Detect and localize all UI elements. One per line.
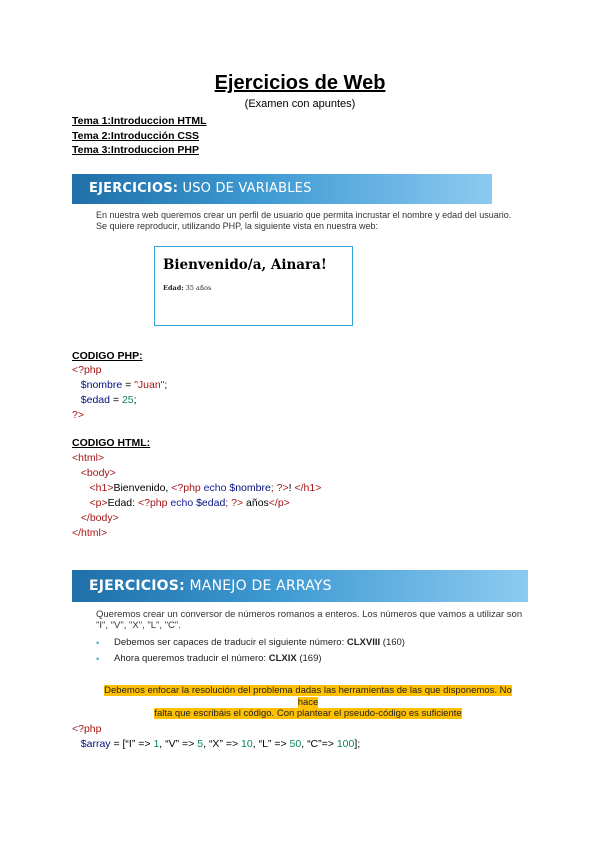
code-token: 5 <box>197 738 204 750</box>
topic-item: Tema 1:Introduccion HTML <box>72 115 207 127</box>
banner-bold: EJERCICIOS: <box>89 578 185 594</box>
code-token: , <box>159 738 166 750</box>
roman-numeral: CLXVIII <box>346 637 381 648</box>
topic-item: Tema 3:Introduccion PHP <box>72 144 199 156</box>
code-token: ; <box>164 379 168 391</box>
code-token: => <box>179 738 198 750</box>
code-token: => <box>135 738 154 750</box>
code-token: </h1> <box>294 482 322 494</box>
section-banner-arrays <box>72 570 528 602</box>
section1-description <box>96 210 511 232</box>
code-token: echo <box>200 482 230 494</box>
code-token: 50 <box>289 738 302 750</box>
list-item-text: Ahora queremos traducir el número: <box>114 653 269 664</box>
document-subtitle: (Examen con apuntes) <box>244 98 356 110</box>
code-token: , <box>203 738 209 750</box>
note-line: falta que escribáis el código. Con plantear el pseudo-código es suficiente <box>154 708 462 719</box>
code-token: <?php <box>137 497 168 509</box>
description-line: Se quiere reproducir, utilizando PHP, la siguiente vista en nuestra web: <box>96 221 379 231</box>
list-item-text: Debemos ser capaces de traducir el siguiente número: <box>114 637 347 648</box>
code-token: => <box>222 738 242 750</box>
section-banner-variables <box>72 174 492 204</box>
array-code-block <box>72 722 360 752</box>
topic-list <box>72 114 207 158</box>
code-token: => <box>321 738 337 750</box>
section2-description <box>96 609 522 631</box>
code-token: <?php <box>72 723 102 735</box>
code-token: $nombre <box>80 379 123 391</box>
preview-heading: Bienvenido/a, Ainara! <box>163 257 327 273</box>
list-item <box>96 636 405 652</box>
banner-text: USO DE VARIABLES <box>178 181 312 196</box>
code-token: </html> <box>72 527 108 539</box>
code-token: = <box>109 394 122 406</box>
code-token: ]; <box>354 738 361 750</box>
code-token: 10 <box>241 738 253 750</box>
preview-age-value: 35 años <box>183 284 212 292</box>
code-token: años <box>243 497 269 509</box>
bullet-icon: • <box>96 638 100 648</box>
code-token: "Juan" <box>134 379 165 391</box>
code-token: = [ <box>110 738 126 750</box>
code-token: ; <box>133 394 137 406</box>
code-token: 100 <box>336 738 355 750</box>
list-item <box>96 652 405 668</box>
description-line: "I", "V", "X", "L", "C". <box>96 620 181 631</box>
code-token: 1 <box>153 738 160 750</box>
html-code-label: CODIGO HTML: <box>72 437 151 449</box>
banner-text: MANEJO DE ARRAYS <box>184 578 332 594</box>
description-line: Queremos crear un conversor de números romanos a enteros. Los números que vamos a utilizar son <box>96 609 523 620</box>
code-token: ?> <box>72 409 84 421</box>
code-token: </body> <box>80 512 119 524</box>
php-code-label: CODIGO PHP: <box>72 350 143 362</box>
code-token: $nombre <box>229 482 271 494</box>
highlighted-note <box>96 685 520 720</box>
code-token: = <box>122 379 135 391</box>
code-token: Bienvenido, <box>113 482 172 494</box>
code-token: ; ?> <box>270 482 289 494</box>
code-token: $array <box>80 738 111 750</box>
code-token: $edad <box>80 394 110 406</box>
code-token: => <box>271 738 290 750</box>
description-line: En nuestra web queremos crear un perfil de usuario que permita incrustar el nombre y edad del usuario. <box>96 210 512 220</box>
bullet-icon: • <box>96 654 100 664</box>
code-token: </p> <box>268 497 290 509</box>
code-token: “L” <box>258 738 272 750</box>
requirements-list <box>96 636 405 668</box>
code-token: <?php <box>72 364 102 376</box>
list-item-tail: (169) <box>296 653 322 664</box>
code-token: <body> <box>80 467 116 479</box>
code-token: “V” <box>165 738 180 750</box>
code-token: ! <box>288 482 295 494</box>
topic-item: Tema 2:Introducción CSS <box>72 129 199 142</box>
code-token: echo <box>167 497 197 509</box>
preview-age-label: Edad: <box>163 284 184 292</box>
code-token: $edad <box>196 497 226 509</box>
code-token: 25 <box>121 394 134 406</box>
banner-bold: EJERCICIOS: <box>89 181 179 196</box>
code-token: Edad: <box>107 497 138 509</box>
code-token: <h1> <box>89 482 114 494</box>
code-token: , <box>301 738 308 750</box>
code-token: “C” <box>307 738 322 750</box>
php-code-block <box>72 363 167 423</box>
list-item-tail: (160) <box>380 637 405 648</box>
code-token: ; ?> <box>225 497 244 509</box>
preview-age <box>163 284 211 292</box>
profile-preview <box>154 246 353 326</box>
roman-numeral: CLXIX <box>268 653 297 664</box>
code-token: “I” <box>125 738 136 750</box>
code-token: <html> <box>72 452 105 464</box>
code-token: , <box>252 738 259 750</box>
note-line: Debemos enfocar la resolución del problema dadas las herramientas de las que disponemos. No hace <box>104 685 512 708</box>
code-token: <p> <box>89 497 108 509</box>
code-token: <?php <box>171 482 201 494</box>
code-token: “X” <box>208 738 223 750</box>
html-code-block <box>72 451 321 541</box>
document-title: Ejercicios de Web <box>214 72 386 94</box>
